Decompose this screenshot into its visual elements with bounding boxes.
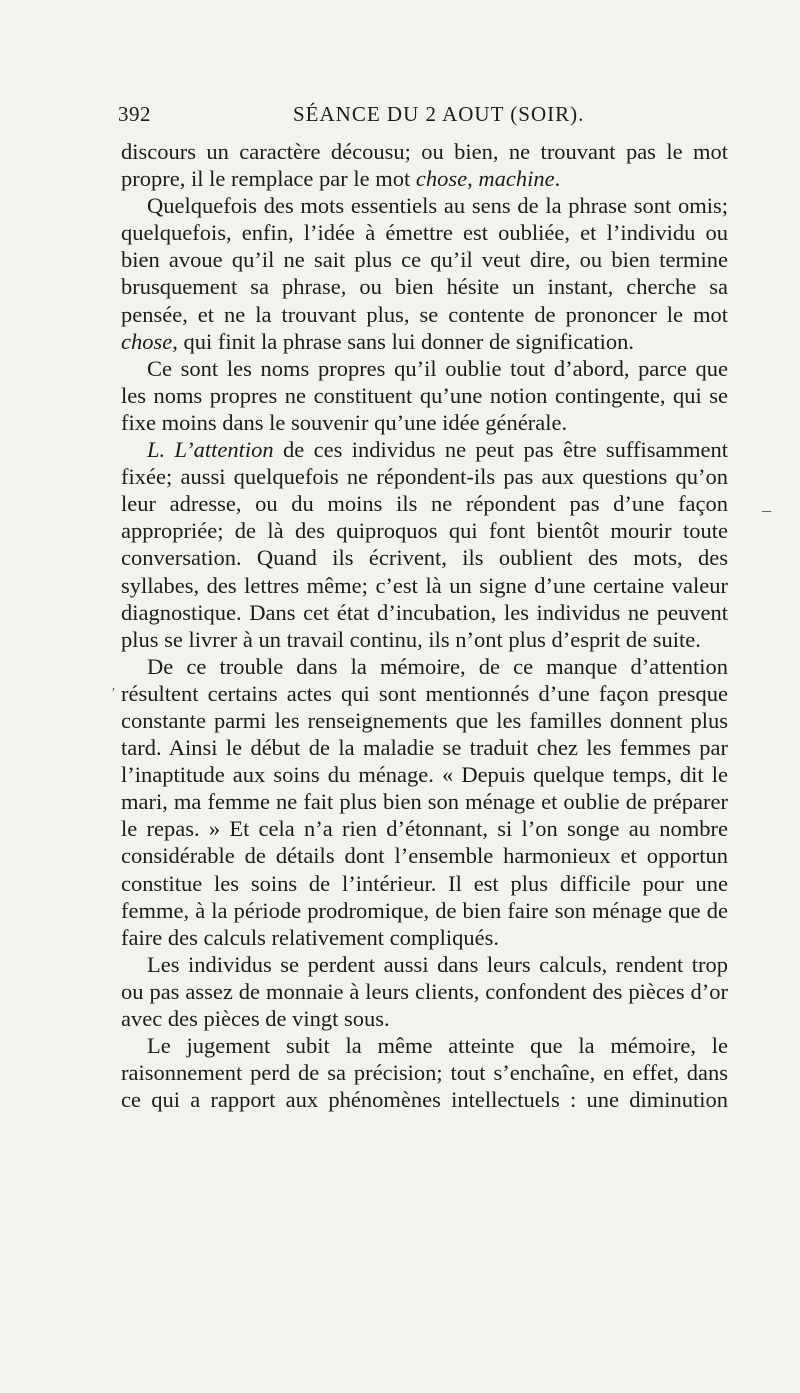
margin-dash-mark: –: [762, 500, 771, 520]
italic-term: chose: [121, 328, 173, 354]
page-number: 392: [118, 102, 151, 126]
paragraph-4: L. L’attention de ces individus ne peut pas être suffisamment fixée; aussi quelquefois ne répondent-ils pas aux questions qu’on leur adresse, ou du moins ils ne répondent pas d’une façon appropriée; de là des quiproquos qui font bientôt mourir toute conversation. Quand ils écrivent, ils oublient des mots, des syllabes, des lettres même; c’est là un signe d’une certaine valeur diagnostique. Dans cet état d’incubation, les individus ne peuvent plus se livrer à un travail continu, ils n’ont plus d’esprit de suite.: [121, 437, 728, 652]
running-head: SÉANCE DU 2 AOUT (SOIR).: [293, 102, 585, 126]
margin-tick-mark: ′: [112, 686, 116, 701]
paragraph-1: discours un caractère décousu; ou bien, ne trouvant pas le mot propre, il le remplace par le mot chose, machine.: [121, 139, 728, 192]
body-text: [121, 138, 728, 1113]
paragraph-7: Le jugement subit la même atteinte que la mémoire, le raisonnement perd de sa précision; tout s’enchaîne, en effet, dans ce qui a rapport aux phénomènes intellectuels : une diminution: [121, 1033, 728, 1113]
paragraph-6: Les individus se perdent aussi dans leurs calculs, rendent trop ou pas assez de monnaie à leurs clients, confondent des pièces d’or avec des pièces de vingt sous.: [121, 951, 728, 1031]
page-header: [118, 102, 728, 134]
italic-term: chose, machine: [415, 166, 555, 192]
paragraph-2: Quelquefois des mots essentiels au sens de la phrase sont omis; quelquefois, enfin, l’idée à émettre est oubliée, et l’individu ou bien avoue qu’il ne sait plus ce qu’il veut dire, ou bien termine brusquement sa phrase, ou bien hésite un instant, cherche sa pensée, et ne la trouvant plus, se contente de prononcer le mot chose, qui finit la phrase sans lui donner de signification.: [121, 193, 728, 354]
section-heading-italic: L. L’attention: [147, 437, 274, 463]
paragraph-5: De ce trouble dans la mémoire, de ce manque d’attention résultent certains actes qui sont mentionnés d’une façon presque constante parmi les renseignements que les familles donnent plus tard. Ainsi le début de la maladie se traduit chez les femmes par l’inaptitude aux soins du ménage. « Depuis quelque temps, dit le mari, ma femme ne fait plus bien son ménage et oublie de préparer le repas. » Et cela n’a rien d’étonnant, si l’on songe au nombre considérable de détails dont l’ensemble harmonieux et opportun constitue les soins de l’intérieur. Il est plus difficile pour une femme, à la période prodromique, de bien faire son ménage que de faire des calculs relativement compliqués.: [121, 653, 728, 950]
paragraph-3: Ce sont les noms propres qu’il oublie tout d’abord, parce que les noms propres ne constituent qu’une notion contingente, qui se fixe moins dans le souvenir qu’une idée générale.: [121, 355, 728, 435]
